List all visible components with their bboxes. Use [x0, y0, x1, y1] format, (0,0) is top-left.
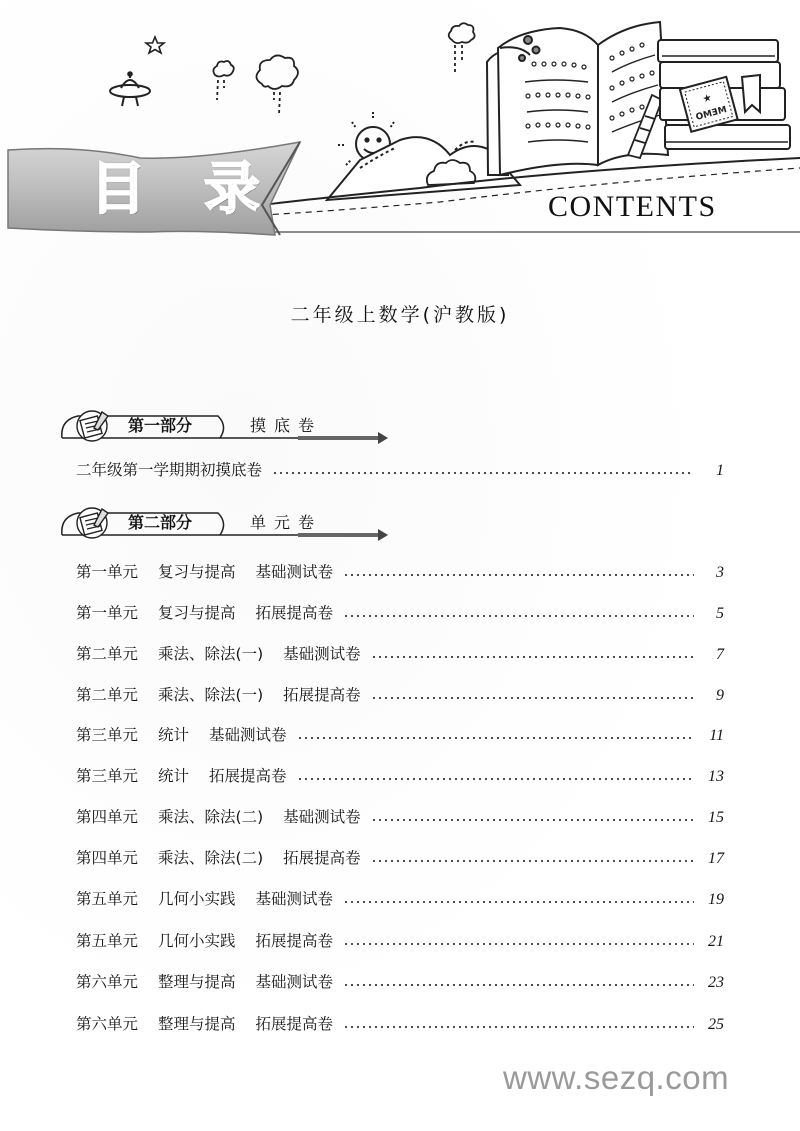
dot-leader: [371, 656, 694, 658]
toc-unit: 第四单元: [76, 849, 139, 867]
section-part-label: 第一部分: [128, 416, 193, 435]
star-icon: [146, 37, 164, 53]
toc-page-number: 17: [708, 850, 724, 867]
section-header-part-2: [58, 505, 398, 541]
watermark: www.sezq.com: [503, 1059, 730, 1096]
toc-unit: 第二单元: [76, 686, 139, 704]
cloud-icon: [256, 55, 298, 115]
toc-topic: 复习与提高: [158, 604, 236, 622]
cloud-icon: [213, 61, 233, 100]
contents-header: [0, 0, 800, 250]
toc-unit: 第一单元: [76, 604, 139, 622]
dot-leader: [343, 901, 694, 903]
toc-page-number: 9: [716, 687, 724, 704]
title-char: 录: [204, 157, 260, 222]
svg-text:★: ★: [701, 92, 714, 106]
toc-entry[interactable]: [76, 560, 724, 584]
toc-entry-title: 二年级第一学期期初摸底卷: [76, 461, 263, 479]
toc-unit: 第五单元: [76, 890, 139, 908]
toc-page-number: 13: [708, 768, 724, 785]
dot-leader: [343, 615, 694, 617]
toc-topic: 乘法、除法(一): [158, 645, 264, 663]
title-char: 目: [90, 157, 146, 222]
dot-leader: [343, 1026, 694, 1028]
toc-unit: 第六单元: [76, 973, 139, 991]
contents-title: [90, 157, 260, 222]
toc-kind: 拓展提高卷: [255, 932, 334, 950]
toc-entry[interactable]: [76, 458, 724, 482]
toc-entry[interactable]: [76, 1012, 724, 1036]
dot-leader: [371, 819, 694, 821]
toc-entry[interactable]: [76, 929, 724, 953]
section-part-label: 第二部分: [128, 513, 193, 532]
book-title: 二年级上数学(沪教版): [290, 304, 510, 326]
toc-topic: 乘法、除法(一): [158, 686, 264, 704]
toc-unit: 第三单元: [76, 726, 139, 744]
toc-kind: 基础测试卷: [209, 726, 287, 744]
toc-kind: 基础测试卷: [283, 808, 361, 826]
toc-topic: 几何小实践: [158, 932, 236, 950]
toc-page-number: 25: [708, 1016, 724, 1033]
dot-leader: [297, 778, 694, 780]
toc-kind: 基础测试卷: [283, 645, 361, 663]
dot-leader: [343, 984, 694, 986]
toc-unit: 第五单元: [76, 932, 139, 950]
toc-topic: 统计: [158, 726, 190, 744]
notebook-pencil-icon: [77, 508, 108, 538]
toc-entry[interactable]: [76, 764, 724, 788]
ufo-icon: [110, 72, 150, 106]
toc-kind: 基础测试卷: [255, 563, 334, 581]
toc-entry[interactable]: [76, 805, 724, 829]
contents-label: CONTENTS: [548, 190, 717, 223]
toc-kind: 拓展提高卷: [283, 686, 361, 704]
section-name: 摸底卷: [250, 416, 323, 435]
toc-entry[interactable]: [76, 601, 724, 625]
toc-kind: 拓展提高卷: [283, 849, 361, 867]
toc-kind: 拓展提高卷: [255, 1015, 334, 1033]
toc-kind: 基础测试卷: [255, 890, 334, 908]
svg-text:MEMO: MEMO: [694, 105, 728, 123]
toc-topic: 整理与提高: [158, 1015, 236, 1033]
dot-leader: [297, 737, 694, 739]
toc-unit: 第三单元: [76, 767, 139, 785]
toc-entry[interactable]: [76, 642, 724, 666]
toc-kind: 拓展提高卷: [209, 767, 287, 785]
dot-leader: [343, 574, 694, 576]
toc-page-number: 3: [716, 564, 724, 581]
toc-entry[interactable]: [76, 846, 724, 870]
toc-entry[interactable]: [76, 723, 724, 747]
toc-topic: 统计: [158, 767, 190, 785]
toc-page-number: 15: [708, 809, 724, 826]
dot-leader: [371, 860, 694, 862]
dot-leader: [343, 943, 694, 945]
toc-topic: 乘法、除法(二): [158, 808, 264, 826]
toc-unit: 第一单元: [76, 563, 139, 581]
section-name: 单元卷: [250, 513, 323, 532]
cloud-icon: [449, 23, 475, 75]
toc-unit: 第二单元: [76, 645, 139, 663]
toc-page-number: 7: [716, 646, 724, 663]
dot-leader: [371, 697, 694, 699]
toc-page-number: 19: [708, 891, 724, 908]
toc-page-number: 21: [708, 933, 724, 950]
dot-leader: [272, 472, 694, 474]
toc-page-number: 23: [708, 974, 724, 991]
toc-topic: 复习与提高: [158, 563, 236, 581]
toc-page-number: 5: [716, 605, 724, 622]
toc-entry[interactable]: [76, 683, 724, 707]
toc-kind: 拓展提高卷: [255, 604, 334, 622]
toc-page-number: 11: [709, 727, 724, 744]
toc-entry[interactable]: [76, 970, 724, 994]
notebook-pencil-icon: [77, 411, 108, 441]
toc-kind: 基础测试卷: [255, 973, 334, 991]
toc-unit: 第六单元: [76, 1015, 139, 1033]
section-header-part-1: [58, 408, 398, 444]
toc-topic: 几何小实践: [158, 890, 236, 908]
toc-page-number: 1: [716, 462, 724, 479]
toc-unit: 第四单元: [76, 808, 139, 826]
toc-topic: 乘法、除法(二): [158, 849, 264, 867]
toc-topic: 整理与提高: [158, 973, 236, 991]
toc-entry[interactable]: [76, 887, 724, 911]
